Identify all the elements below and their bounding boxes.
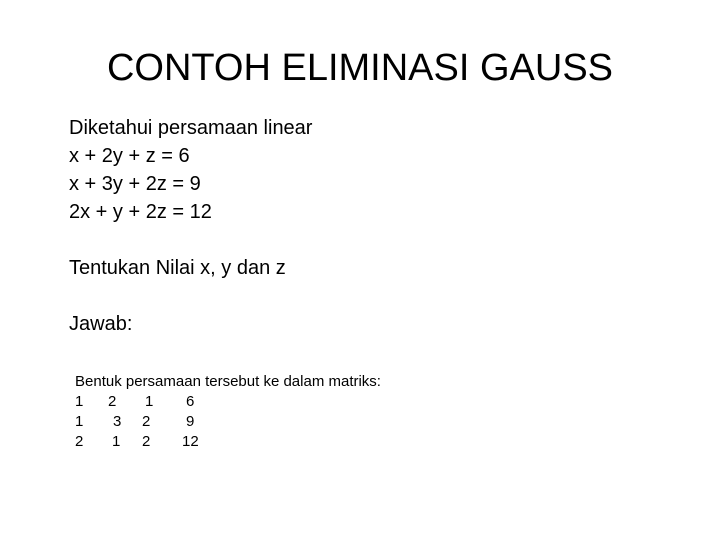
matrix-cell: 2 [142,413,151,430]
answer-label: Jawab: [69,313,133,335]
question-text: Tentukan Nilai x, y dan z [69,257,286,279]
matrix-cell: 3 [113,413,122,430]
matrix-cell: 12 [182,433,199,450]
slide-title: CONTOH ELIMINASI GAUSS [106,47,614,89]
equation-2: x + 3y + 2z = 9 [69,173,201,195]
equation-3: 2x + y + 2z = 12 [69,201,212,223]
matrix-cell: 1 [145,393,154,410]
slide-body [69,114,669,338]
matrix-cell: 2 [142,433,151,450]
intro-text: Diketahui persamaan linear [69,117,313,139]
matrix-cell: 1 [75,393,84,410]
matrix-cell: 9 [186,413,195,430]
matrix-intro-text: Bentuk persamaan tersebut ke dalam matriks: [75,373,381,390]
matrix-cell: 1 [112,433,121,450]
matrix-section [75,372,381,452]
matrix-cell: 1 [75,413,84,430]
equation-1: x + 2y + z = 6 [69,145,190,167]
matrix-cell: 2 [108,393,117,410]
matrix-cell: 6 [186,393,195,410]
matrix-cell: 2 [75,433,84,450]
augmented-matrix [75,392,275,452]
